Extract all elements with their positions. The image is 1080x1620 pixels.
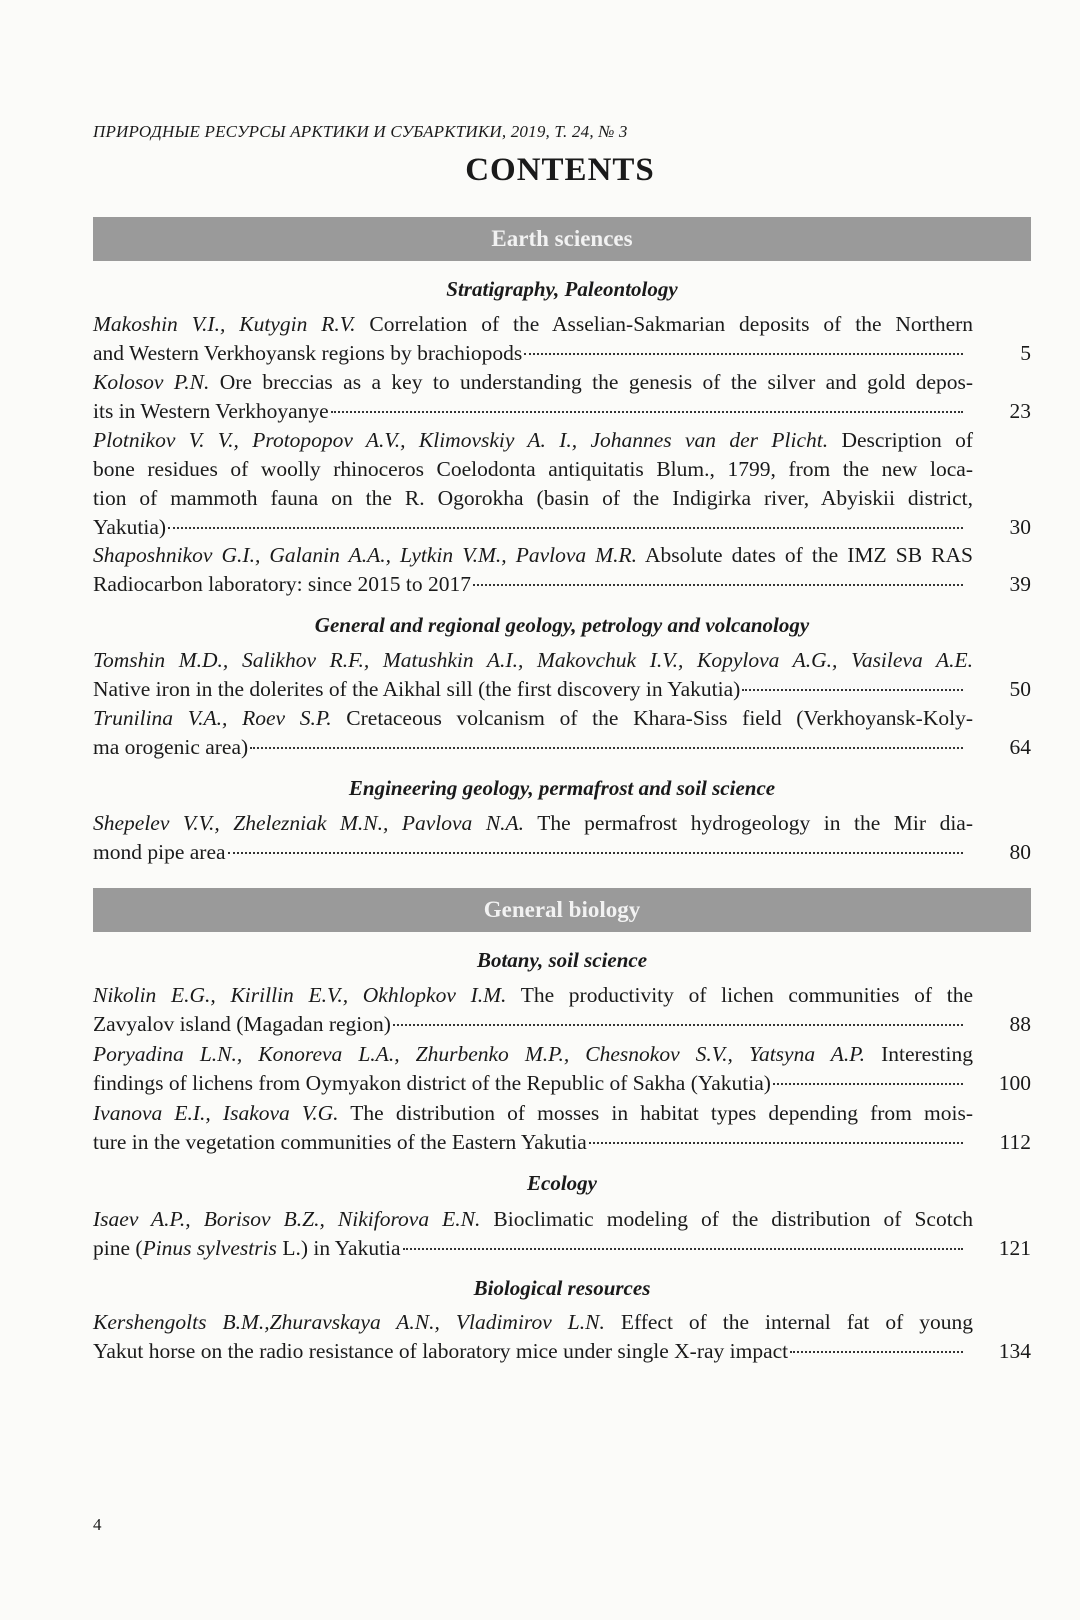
entry-title-cont: bone residues of woolly rhinoceros Coelodonta antiquitatis Blum., 1799, from the new loca- — [93, 457, 973, 481]
entry-authors: Makoshin V.I., Kutygin R.V. — [93, 312, 356, 336]
entry-title-end: Yakut horse on the radio resistance of laboratory mice under single X-ray impact — [93, 1339, 789, 1363]
toc-entry[interactable] — [93, 981, 1031, 1039]
dot-leader — [524, 353, 963, 355]
entry-authors: Shaposhnikov G.I., Galanin A.A., Lytkin V.M., Pavlova M.R. — [93, 543, 638, 567]
entry-title: Description of — [841, 428, 974, 452]
entry-title: Effect of the internal fat of young — [620, 1310, 973, 1334]
entry-title: Ore breccias as a key to understanding the genesis of the silver and gold depos- — [219, 370, 974, 394]
entry-title-end: findings of lichens from Oymyakon district of the Republic of Sakha (Yakutia) — [93, 1071, 771, 1095]
subsection-title: Stratigraphy, Paleontology — [446, 277, 678, 301]
entry-title-end: ma orogenic area) — [93, 735, 249, 759]
entry-page: 23 — [1009, 399, 1031, 423]
subsection-title: Botany, soil science — [476, 948, 648, 972]
entry-title-end: Native iron in the dolerites of the Aikhal sill (the first discovery in Yakutia) — [93, 677, 741, 701]
entry-title-cont: tion of mammoth fauna on the R. Ogorokha (basin of the Indigirka river, Abyiskii district, — [93, 486, 973, 510]
toc-entry[interactable] — [93, 541, 1031, 599]
entry-page: 112 — [999, 1130, 1031, 1154]
entry-page: 121 — [998, 1236, 1031, 1260]
toc-entry[interactable] — [93, 310, 1031, 368]
journal-header: ПРИРОДНЫЕ РЕСУРСЫ АРКТИКИ И СУБАРКТИКИ, 2019, Т. 24, № 3 — [93, 122, 628, 141]
entry-title: The distribution of mosses in habitat types depending from mois- — [350, 1101, 973, 1125]
entry-title-end — [93, 1234, 401, 1263]
toc-entry[interactable] — [93, 1308, 1031, 1366]
entry-page: 39 — [1009, 572, 1031, 596]
entry-authors: Ivanova E.I., Isakova V.G. — [93, 1101, 339, 1125]
entry-title-end: Yakutia) — [93, 515, 167, 539]
dot-leader — [331, 411, 963, 413]
entry-title: Interesting — [881, 1042, 974, 1066]
entry-title-end: Radiocarbon laboratory: since 2015 to 2017 — [93, 572, 471, 596]
entry-page: 64 — [1009, 735, 1031, 759]
entry-page: 5 — [1020, 341, 1031, 365]
subsection-title: General and regional geology, petrology and volcanology — [314, 613, 810, 637]
entry-title: Absolute dates of the IMZ SB RAS — [644, 543, 973, 567]
page-title: CONTENTS — [465, 152, 655, 188]
dot-leader — [403, 1248, 963, 1250]
subsection-title: Ecology — [527, 1171, 597, 1195]
dot-leader — [589, 1142, 963, 1144]
entry-authors: Trunilina V.A., Roev S.P. — [93, 706, 332, 730]
entry-authors: Kershengolts B.M.,Zhuravskaya A.N., Vladimirov L.N. — [93, 1310, 605, 1334]
toc-entry[interactable] — [93, 646, 1031, 704]
entry-title-end: and Western Verkhoyansk regions by brachiopods — [93, 341, 523, 365]
entry-authors: Kolosov P.N. — [93, 370, 210, 394]
entry-title-end: mond pipe area — [93, 840, 226, 864]
entry-title: Correlation of the Asselian-Sakmarian deposits of the Northern — [369, 312, 974, 336]
section-bar-earth-sciences: Earth sciences — [93, 217, 1031, 261]
entry-page: 30 — [1009, 515, 1031, 539]
dot-leader — [393, 1024, 963, 1026]
toc-entry[interactable] — [93, 1040, 1031, 1098]
entry-title: The permafrost hydrogeology in the Mir dia- — [537, 811, 973, 835]
entry-title: Cretaceous volcanism of the Khara-Siss field (Verkhoyansk-Koly- — [346, 706, 973, 730]
dot-leader — [168, 527, 963, 529]
toc-entry[interactable] — [93, 809, 1031, 867]
entry-title: The productivity of lichen communities of the — [520, 983, 973, 1007]
entry-authors: Nikolin E.G., Kirillin E.V., Okhlopkov I.M. — [93, 983, 507, 1007]
entry-page: 134 — [998, 1339, 1031, 1363]
subsection-title: Biological resources — [473, 1276, 651, 1300]
entry-authors: Poryadina L.N., Konoreva L.A., Zhurbenko M.P., Chesnokov S.V., Yatsyna A.P. — [93, 1042, 865, 1066]
dot-leader — [250, 747, 963, 749]
entry-title-part: L.) in Yakutia — [276, 1236, 401, 1260]
entry-title-part: pine ( — [93, 1236, 143, 1260]
subsection-title: Engineering geology, permafrost and soil science — [348, 776, 776, 800]
dot-leader — [742, 689, 963, 691]
entry-title-end: Zavyalov island (Magadan region) — [93, 1012, 391, 1036]
page-number: 4 — [93, 1515, 102, 1534]
section-bar-general-biology: General biology — [93, 888, 1031, 932]
entry-authors: Shepelev V.V., Zhelezniak M.N., Pavlova N.A. — [93, 811, 525, 835]
dot-leader — [473, 584, 963, 586]
entry-authors: Isaev A.P., Borisov B.Z., Nikiforova E.N. — [93, 1207, 481, 1231]
entry-title: Bioclimatic modeling of the distribution of Scotch — [493, 1207, 973, 1231]
toc-entry[interactable] — [93, 368, 1031, 426]
dot-leader — [773, 1083, 963, 1085]
entry-page: 100 — [998, 1071, 1031, 1095]
toc-entry[interactable] — [93, 426, 1031, 542]
entry-page: 80 — [1009, 840, 1031, 864]
entry-page: 88 — [1009, 1012, 1031, 1036]
dot-leader — [228, 852, 963, 854]
toc-entry[interactable] — [93, 1099, 1031, 1157]
entry-authors: Plotnikov V. V., Protopopov A.V., Klimovskiy A. I., Johannes van der Plicht. — [93, 428, 829, 452]
entry-title-end: its in Western Verkhoyanye — [93, 399, 329, 423]
entry-title-end: ture in the vegetation communities of the Eastern Yakutia — [93, 1130, 587, 1154]
toc-entry[interactable] — [93, 1205, 1031, 1263]
toc-entry[interactable] — [93, 704, 1031, 762]
dot-leader — [790, 1351, 963, 1353]
species-name: Pinus sylvestris — [142, 1236, 277, 1260]
entry-page: 50 — [1009, 677, 1031, 701]
entry-authors: Tomshin M.D., Salikhov R.F., Matushkin A.I., Makovchuk I.V., Kopylova A.G., Vasileva A.E. — [93, 648, 973, 672]
